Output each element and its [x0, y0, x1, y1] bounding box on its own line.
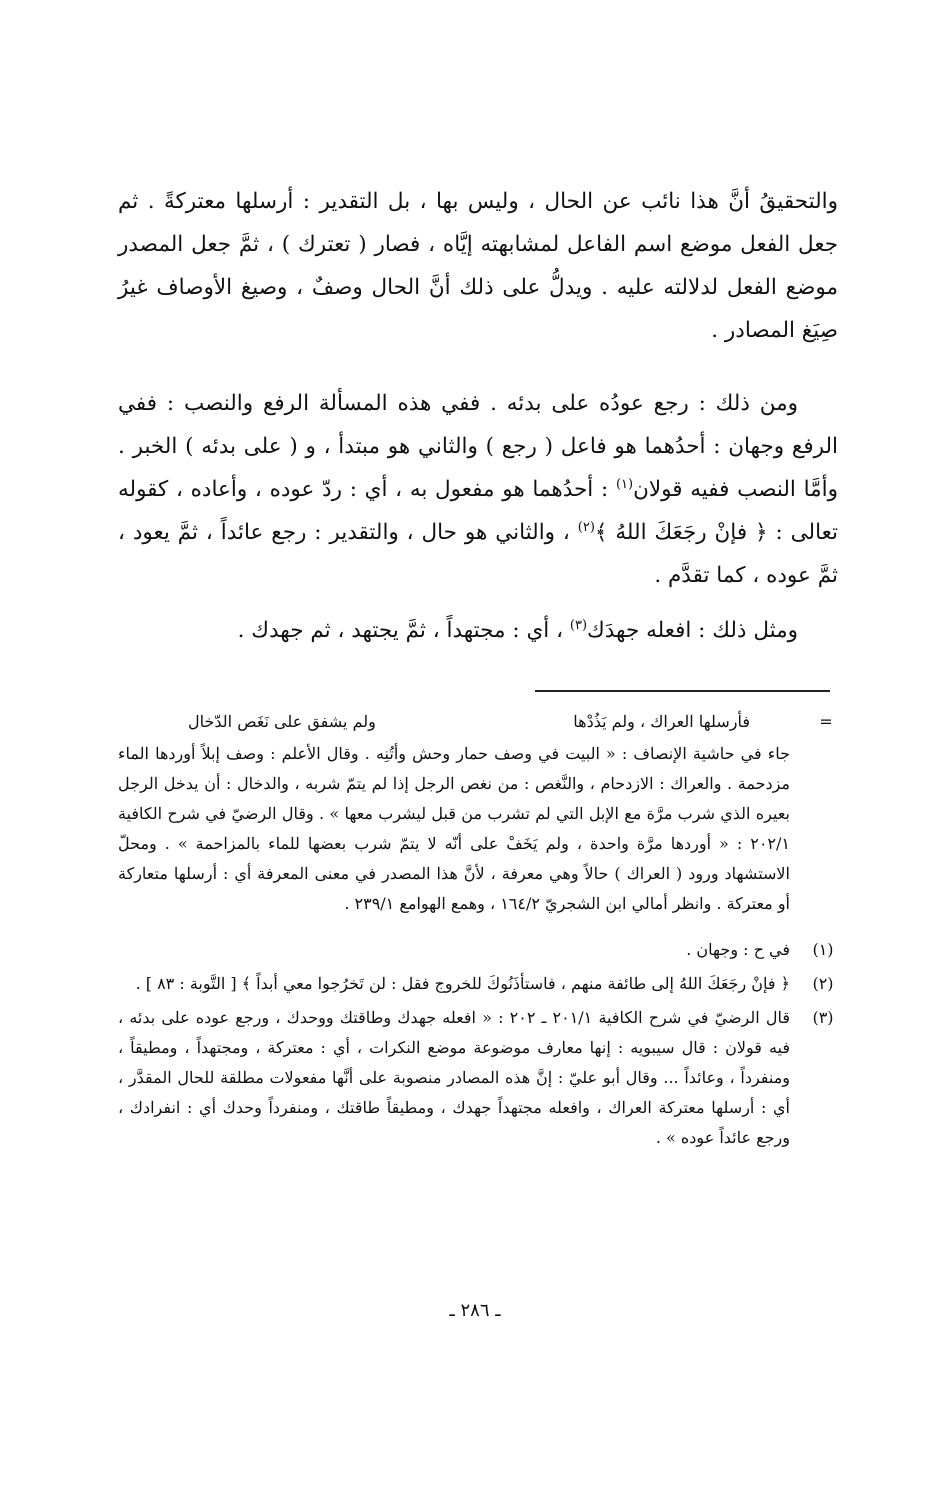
main-text — [118, 180, 838, 682]
footnote-continuation — [118, 707, 838, 919]
footnotes — [118, 707, 838, 1153]
footnote-2-number: (٢) — [812, 974, 834, 993]
footnote-ref-1[interactable]: (١) — [615, 476, 634, 492]
footnote-1-number: (١) — [812, 940, 834, 959]
footnote-3-text: قال الرضيّ في شرح الكافية ٢٠١/١ ـ ٢٠٢ : « افعله جهدك وطاقتك ووحدك ، ورجع عوده على بدئه ، فيه قولان : قال سيبويه : إنها معارف موضوعة موضع النكرات ، أي : معتركة ، ومجتهداً ، ومطيقاً ، ومنفرداً ، وعائداً ... وقال أبو عليّ : إنَّ هذه المصادر منصوبة على أنَّها مفعولات مطلقة للحال المقدَّر ، أي : أرسلها معتركة العراك ، وافعله مجتهداً جهدك ، ومطيقاً طاقتك ، ومنفرداً وحدك أي : انفرادك ، ورجع عائداً عوده » . — [118, 1008, 791, 1147]
verse-first-hemistich: فأرسلها العراك ، ولم يَذُدْها — [573, 712, 750, 731]
continuation-text: جاء في حاشية الإنصاف : « البيت في وصف حمار وحش وأتُنِه . وقال الأعلم : وصف إبلاً أوردها الماء مزدحمة . والعراك : الازدحام ، والنَّغص : من نغص الرجل إذا لم يتمّ شربه ، والدخال : أن يدخل الرجل بعيره الذي شرب مرَّة مع الإبل التي لم تشرب من قبل ليشرب معها » . وقال الرضيّ في شرح الكافية ٢٠٢/١ : « أوردها مرَّة واحدة ، ولم يَخَفْ على أنّه لا يتمّ شرب بعضها للماء بالمزاحمة » . ومحلّ الاستشهاد ورود ( العراك ) حالاً وهي معرفة ، لأنَّ هذا المصدر في معنى المعرفة أي : أرسلها متعاركة أو معتركة . وانظر أمالي ابن الشجريّ ١٦٤/٢ ، وهمع الهوامع ٢٣٩/١ . — [118, 744, 790, 913]
paragraph-2-part-a: ومن ذلك : رجع عودُه على بدئه . ففي هذه المسألة الرفع والنصب : ففي الرفع وجهان : أحدُهما هو فاعل ( رجع ) والثاني هو مبتدأ ، و ( على بدئه ) الخبر . وأمَّا النصب ففيه قولان — [118, 391, 838, 502]
footnote-ref-2[interactable]: (٢) — [577, 519, 595, 535]
continuation-mark: = — [819, 712, 833, 731]
footnote-3-number: (٣) — [812, 1008, 834, 1027]
paragraph-2 — [118, 382, 838, 597]
paragraph-2-part-c: ، والثاني هو حال ، والتقدير : رجع عائداً ، ثمَّ يعود ، ثمَّ عوده ، كما تقدَّم . — [118, 520, 838, 588]
footnote-2-text: ﴿ فإنْ رجَعَكَ اللهُ إلى طائفة منهم ، فاستأذَنُوكَ للخروج فقل : لن تَخرُجوا معي أبداً ﴾ [ التَّوبة : ٨٣ ] . — [135, 974, 790, 993]
footnote-ref-3[interactable]: (٣) — [569, 617, 588, 633]
poetry-verse — [118, 707, 790, 737]
paragraph-3 — [118, 609, 838, 652]
footnote-3 — [118, 1003, 838, 1153]
footnote-1 — [118, 935, 838, 965]
paragraph-3-part-b: ، أي : مجتهداً ، ثمَّ يجتهد ، ثم جهدك . — [237, 618, 570, 643]
footnote-separator — [535, 690, 830, 692]
paragraph-1: والتحقيقُ أنَّ هذا نائب عن الحال ، وليس بها ، بل التقدير : أرسلها معتركةً . ثم جعل الفعل موضع اسم الفاعل لمشابهته إيَّاه ، فصار ( تعترك ) ، ثمَّ جعل المصدر موضع الفعل لدلالته عليه . ويدلُّ على ذلك أنَّ الحال وصفٌ ، وصيغ الأوصاف غيرُ صِيَغ المصادر . — [118, 189, 838, 343]
paragraph-2-part-b: : أحدُهما هو مفعول به ، أي : ردّ عوده ، وأعاده ، كقوله تعالى : ﴿ فإنْ رجَعَكَ اللهُ ﴾ — [118, 477, 838, 545]
verse-second-hemistich: ولم يشفق على نَغَص الدّخال — [188, 712, 376, 731]
footnote-1-text: في ح : وجهان . — [686, 940, 790, 959]
paragraph-3-part-a: ومثل ذلك : افعله جهدَك — [587, 618, 798, 643]
footnote-2 — [118, 969, 838, 999]
page-number: ـ ٢٨٦ ـ — [449, 1300, 501, 1321]
